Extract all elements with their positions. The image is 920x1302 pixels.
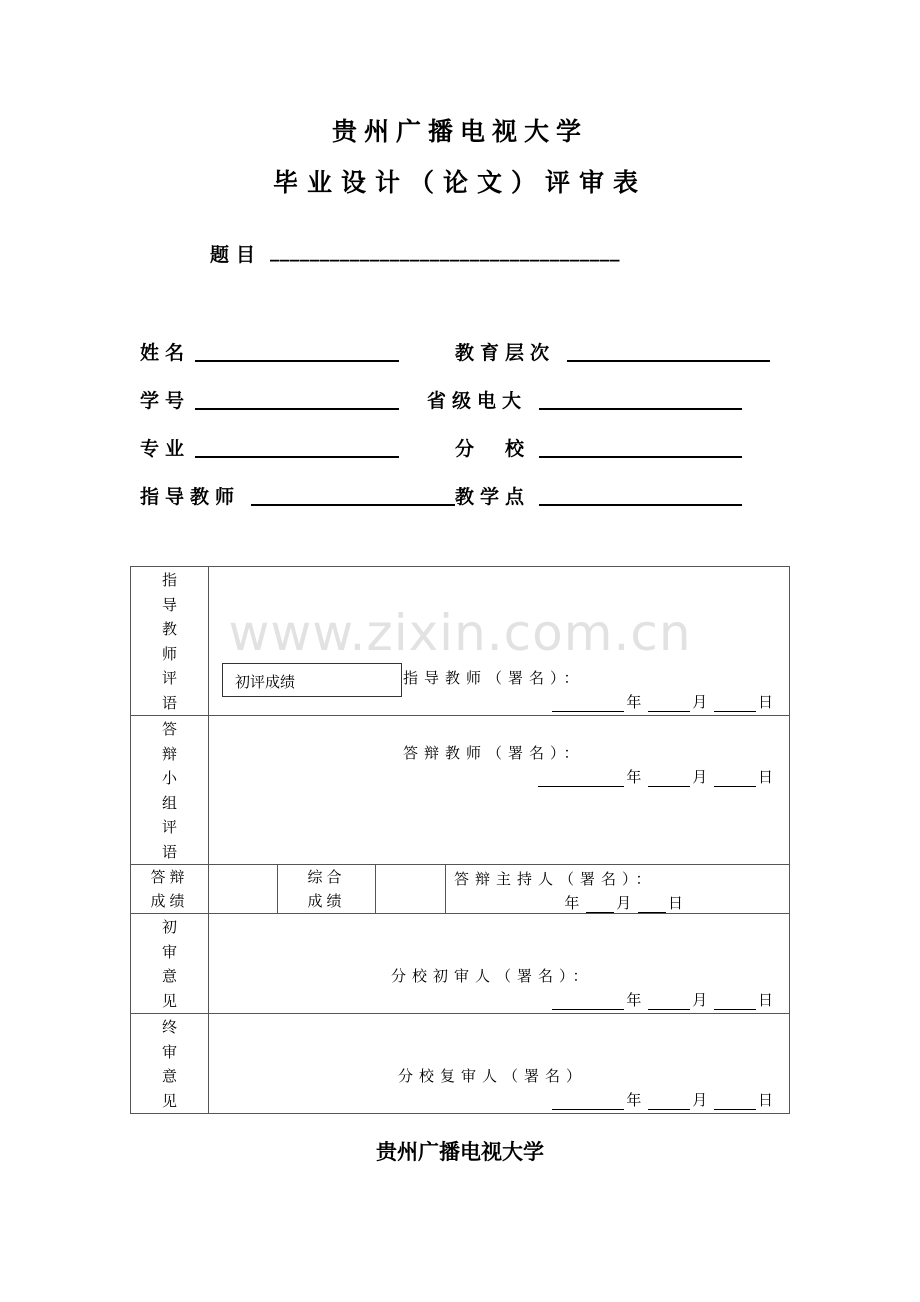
student-id-field[interactable]: [195, 408, 399, 410]
topic-label: 题目: [210, 244, 263, 266]
student-id-label: 学号: [140, 390, 191, 412]
overall-score-label: 综合 成绩: [278, 865, 376, 914]
major-label: 专业: [140, 438, 191, 460]
defense-signature: 答辩教师（署名）：: [403, 744, 585, 762]
education-level-label: 教育层次: [455, 342, 556, 364]
defense-comments-cell[interactable]: [209, 716, 790, 865]
teaching-site-label: 教学点: [455, 486, 531, 508]
advisor-comments-label: 指 导 教 师 评 语: [131, 567, 209, 716]
review-table: [130, 566, 790, 1114]
major-field[interactable]: [195, 456, 399, 458]
advisor-comments-row: [131, 567, 790, 716]
defense-score-label: 答辩 成绩: [131, 865, 209, 914]
watermark: www.zixin.com.cn: [228, 604, 692, 662]
teaching-site-field[interactable]: [539, 504, 742, 506]
advisor-signature: 指导教师（署名）：: [403, 669, 585, 687]
advisor-comments-cell[interactable]: [209, 567, 790, 716]
advisor-date[interactable]: 年 月 日: [552, 691, 775, 712]
defense-host-signature: 答辩主持人（署名）：: [454, 870, 657, 888]
final-review-row: [131, 1014, 790, 1114]
footer-university: 贵州广播电视大学: [376, 1140, 544, 1164]
form-title: 毕业设计（论文）评审表: [272, 168, 647, 197]
branch-school-label: 分 校: [455, 438, 531, 460]
defense-score-value[interactable]: [209, 865, 278, 914]
final-review-date[interactable]: 年 月 日: [552, 1089, 775, 1110]
defense-comments-label: 答 辩 小 组 评 语: [131, 716, 209, 865]
name-field[interactable]: [195, 360, 399, 362]
advisor-field[interactable]: [251, 504, 455, 506]
initial-review-date[interactable]: 年 月 日: [552, 989, 775, 1010]
university-title: 贵州广播电视大学: [331, 117, 588, 146]
defense-date[interactable]: 年 月 日: [538, 766, 775, 787]
initial-reviewer-signature: 分校初审人（署名）：: [391, 967, 594, 985]
overall-score-value[interactable]: [376, 865, 446, 914]
provincial-tvu-field[interactable]: [539, 408, 742, 410]
defense-host-date[interactable]: 年 月 日: [564, 894, 683, 912]
initial-review-cell[interactable]: [209, 914, 790, 1014]
initial-review-row: [131, 914, 790, 1014]
defense-comments-row: [131, 716, 790, 865]
scores-row: [131, 865, 790, 914]
branch-school-field[interactable]: [539, 456, 742, 458]
final-reviewer-signature: 分校复审人（署名）: [398, 1067, 588, 1085]
defense-host-cell[interactable]: [446, 865, 790, 914]
topic-blank: ___________________________________: [270, 240, 620, 262]
education-level-field[interactable]: [567, 360, 770, 362]
name-label: 姓名: [140, 342, 191, 364]
provincial-tvu-label: 省级电大: [427, 390, 528, 412]
initial-review-label: 初 审 意 见: [131, 914, 209, 1014]
final-review-label: 终 审 意 见: [131, 1014, 209, 1114]
final-review-cell[interactable]: [209, 1014, 790, 1114]
initial-score-box[interactable]: 初评成绩: [222, 663, 402, 697]
advisor-label: 指导教师: [140, 486, 241, 508]
